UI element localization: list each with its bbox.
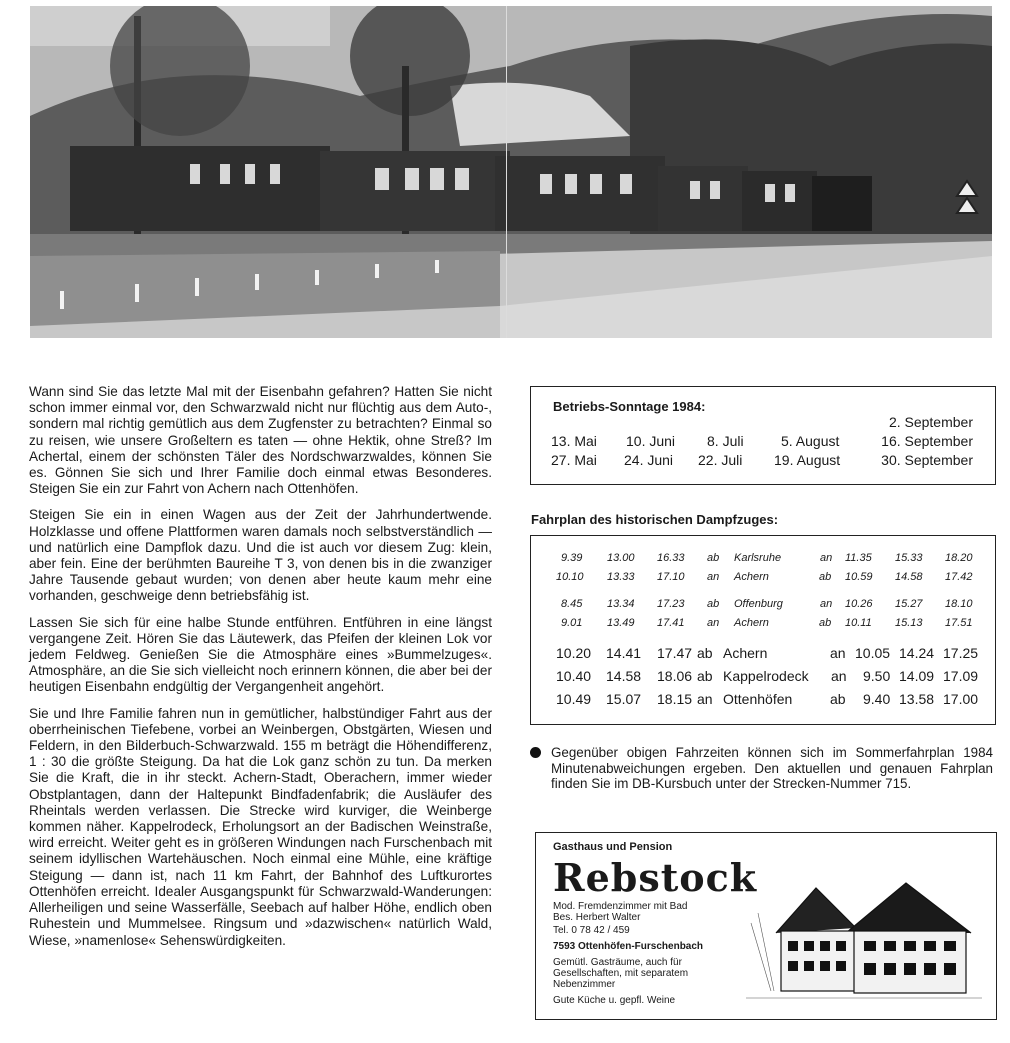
- time-cell: 10.11: [845, 617, 872, 629]
- direction-cell: ab: [697, 645, 713, 661]
- date-cell: 2. September: [888, 414, 973, 430]
- date-cell: 13. Mai: [551, 433, 597, 449]
- article-paragraph-2: Steigen Sie ein in einen Wagen aus der Zeit der Jahrhundertwende. Holzklasse und offene Plattformen waren damals noch selbstverständlich — und natürlich eine Dampflok dazu. Und die ist auch vor diesem Zug: klein, aber fein. Eine der berühmten Baureihe T 3, von denen bis in die zwanziger Jahre Tausende gebaut wurden; von denen aber heute kaum mehr eine vorhanden, geschweige denn betriebsfähig ist.: [29, 507, 492, 604]
- page-fold: [506, 6, 507, 338]
- time-cell: 18.15: [657, 691, 693, 707]
- ad-line: Tel. 0 78 42 / 459: [553, 925, 630, 936]
- time-cell: 9.01: [561, 617, 583, 629]
- time-cell: 17.42: [945, 571, 973, 583]
- time-cell: 14.09: [899, 668, 935, 684]
- direction-cell: ab: [707, 598, 720, 610]
- station-cell: Offenburg: [734, 598, 783, 610]
- date-cell: 19. August: [774, 452, 841, 468]
- direction-cell: an: [820, 552, 833, 564]
- bullet-icon: [530, 747, 541, 758]
- time-cell: 10.59: [845, 571, 873, 583]
- time-cell: 9.40: [863, 691, 891, 707]
- date-cell: 24. Juni: [624, 452, 674, 468]
- station-cell: Achern: [734, 571, 769, 583]
- direction-cell: an: [831, 668, 847, 684]
- direction-cell: ab: [830, 691, 846, 707]
- date-cell: 10. Juni: [626, 433, 676, 449]
- timetable-box: [530, 535, 996, 725]
- station-cell: Kappelrodeck: [723, 668, 809, 684]
- date-cell: 16. September: [881, 433, 973, 449]
- steam-train-illustration: [30, 6, 992, 338]
- time-cell: 10.20: [556, 645, 592, 661]
- time-cell: 16.33: [657, 552, 685, 564]
- time-cell: 17.09: [943, 668, 979, 684]
- time-cell: 10.49: [556, 691, 592, 707]
- time-cell: 17.10: [657, 571, 685, 583]
- time-cell: 13.00: [607, 552, 635, 564]
- time-cell: 10.05: [855, 645, 891, 661]
- time-cell: 8.45: [561, 598, 583, 610]
- time-cell: 17.47: [657, 645, 693, 661]
- station-cell: Achern: [723, 645, 768, 661]
- time-cell: 9.50: [863, 668, 891, 684]
- time-cell: 18.10: [945, 598, 973, 610]
- direction-cell: an: [697, 691, 713, 707]
- station-cell: Karlsruhe: [734, 552, 782, 564]
- time-cell: 15.13: [895, 617, 923, 629]
- time-cell: 15.27: [895, 598, 923, 610]
- direction-cell: ab: [697, 668, 713, 684]
- time-cell: 18.20: [945, 552, 973, 564]
- direction-cell: ab: [819, 571, 832, 583]
- article-paragraph-1: Wann sind Sie das letzte Mal mit der Eisenbahn gefahren? Hatten Sie nicht schon immer einmal vor, den Schwarzwald nicht nur flüchtig aus dem Auto-, sondern mal richtig gemütlich aus dem Zugfenster zu betrachten? Einmal so zu reisen, wie unsere Großeltern es taten — ohne Hektik, ohne Streß? Im Achertal, einem der schönsten Täler des Nordschwarzwaldes, können Sie es. Gönnen Sie sich und Ihrer Familie doch einmal etwas Besonderes. Steigen Sie ein zur Fahrt von Achern nach Ottenhöfen.: [29, 384, 492, 497]
- operating-sundays-box: [530, 386, 996, 485]
- date-cell: 22. Juli: [698, 452, 743, 468]
- ad-line: Gemütl. Gasträume, auch für: [553, 957, 682, 968]
- ad-line: Gute Küche u. gepfl. Weine: [553, 995, 676, 1006]
- date-cell: 30. September: [881, 452, 973, 468]
- direction-cell: ab: [707, 552, 720, 564]
- time-cell: 11.35: [845, 552, 872, 564]
- time-cell: 14.41: [606, 645, 642, 661]
- guesthouse-illustration: [746, 873, 982, 1008]
- operating-sundays-title: Betriebs-Sonntage 1984:: [553, 399, 706, 414]
- rebstock-advertisement: [535, 832, 997, 1020]
- time-cell: 10.10: [556, 571, 584, 583]
- direction-cell: an: [707, 571, 720, 583]
- time-cell: 17.00: [943, 691, 979, 707]
- time-cell: 15.33: [895, 552, 923, 564]
- time-cell: 17.23: [657, 598, 685, 610]
- direction-cell: ab: [819, 617, 832, 629]
- time-cell: 18.06: [657, 668, 693, 684]
- time-cell: 14.58: [895, 571, 923, 583]
- station-cell: Ottenhöfen: [723, 691, 793, 707]
- time-cell: 14.58: [606, 668, 642, 684]
- ad-name: Rebstock: [553, 855, 758, 900]
- date-cell: 27. Mai: [551, 452, 597, 468]
- timetable-title: Fahrplan des historischen Dampfzuges:: [531, 512, 779, 527]
- station-cell: Achern: [734, 617, 769, 629]
- time-cell: 17.41: [657, 617, 685, 629]
- article-paragraph-3: Lassen Sie sich für eine halbe Stunde entführen. Entführen in eine längst vergangene Zeit. Hören Sie das Läutewerk, das Pfeifen der kleinen Lok vor jedem Feldweg. Genießen Sie die Atmosphäre eines »Bummelzuges«. Atmosphäre, an die Sie sich vielleicht noch erinnern können, die aber bei der heutigen Eisenbahn endgültig der Vergangenheit angehört.: [29, 614, 492, 695]
- article-text: [29, 384, 492, 959]
- time-cell: 13.34: [607, 598, 635, 610]
- timetable-note: Gegenüber obigen Fahrzeiten können sich im Sommerfahrplan 1984 Minutenabweichungen ergeben. Den aktuellen und genauen Fahrplan finden Sie im DB-Kursbuch unter der Strecken-Nummer 715.: [551, 745, 993, 792]
- guesthouse-drawing: [746, 873, 982, 1008]
- direction-cell: an: [707, 617, 720, 629]
- time-cell: 13.33: [607, 571, 635, 583]
- ad-line: 7593 Ottenhöfen-Furschenbach: [553, 941, 704, 952]
- date-cell: 8. Juli: [707, 433, 744, 449]
- time-cell: 17.25: [943, 645, 979, 661]
- date-cell: 5. August: [781, 433, 840, 449]
- time-cell: 17.51: [945, 617, 973, 629]
- ad-subtitle: Gasthaus und Pension: [553, 841, 673, 853]
- article-paragraph-4: Sie und Ihre Familie fahren nun in gemütlicher, halbstündiger Fahrt aus der oberrheinischen Tiefebene, vorbei an Weinbergen, Obstgärten, Wiesen und Feldern, in den Bilderbuch-Schwarzwald. 155 m beträgt die Höhendifferenz, 1 : 30 die größte Steigung. Da hat die Lok ganz schön zu tun. Da merken Sie die Kraft, die in ihr steckt. Achern-Stadt, Oberachern, immer wieder Obstplantagen, dann der Haltepunkt Bindfadenfabrik; die Ausläufer des Rheintals werden verlassen. Die Strecke wird kurviger, die Weinberge kommen näher. Kappelrodeck, Erholungsort an der Badischen Weinstraße, wird erreicht. Weiter geht es in größeren Windungen nach Furschenbach mit seinem idyllischen Wartehäuschen. Noch einmal eine Mühle, eine kräftige Steigung — dann ist, nach 11 km Fahrt, der Bahnhof des Luftkurortes Ottenhöfen erreicht. Idealer Ausgangspunkt für Schwarzwald-Wanderungen: Allerheiligen und seine Wasserfälle, Seebach auf halber Höhe, endlich oben Ruhestein und Mummelsee. Ringsum und »dazwischen« natürlich Wald, Wiese, »namenlose« Sehenswürdigkeiten.: [29, 705, 492, 948]
- time-cell: 9.39: [561, 552, 583, 564]
- ad-line: Bes. Herbert Walter: [553, 912, 641, 923]
- ad-line: Nebenzimmer: [553, 979, 616, 990]
- time-cell: 15.07: [606, 691, 642, 707]
- time-cell: 13.49: [607, 617, 635, 629]
- time-cell: 14.24: [899, 645, 935, 661]
- direction-cell: an: [820, 598, 833, 610]
- time-cell: 10.40: [556, 668, 592, 684]
- time-cell: 10.26: [845, 598, 873, 610]
- steam-train-photo: [30, 6, 992, 338]
- ad-line: Mod. Fremdenzimmer mit Bad: [553, 901, 688, 912]
- time-cell: 13.58: [899, 691, 935, 707]
- ad-line: Gesellschaften, mit separatem: [553, 968, 689, 979]
- direction-cell: an: [830, 645, 846, 661]
